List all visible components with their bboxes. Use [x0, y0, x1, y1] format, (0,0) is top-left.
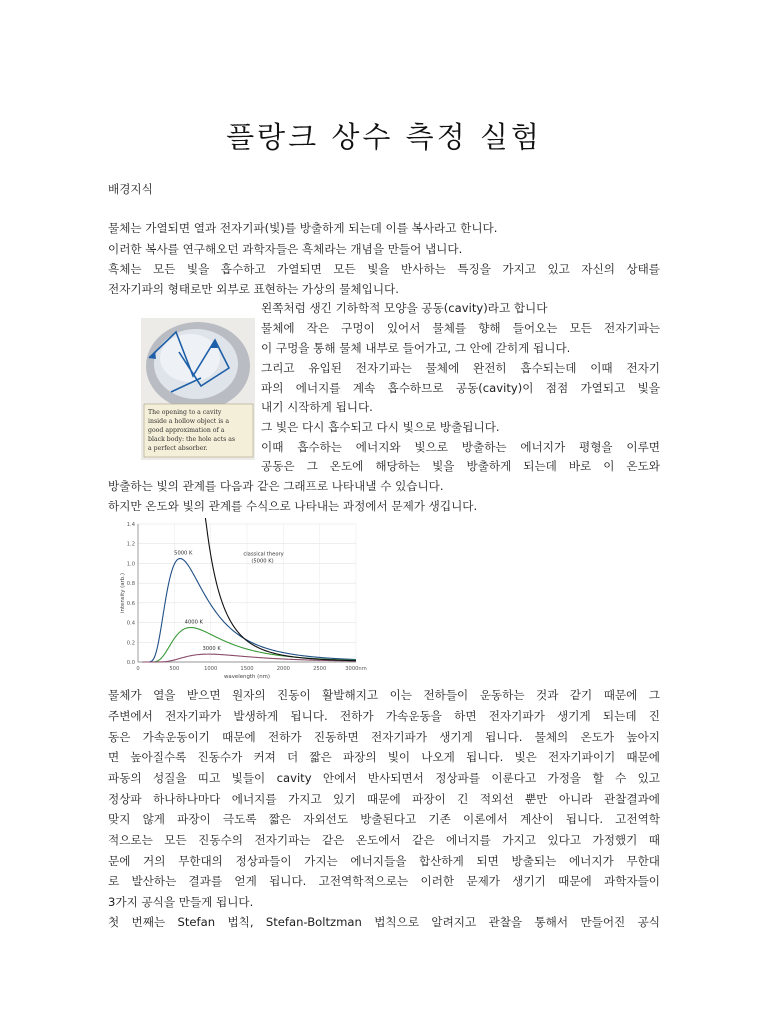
side-line: 이때 흡수하는 에너지와 빛으로 방출하는 에너지가 평형을 이루면 — [261, 440, 660, 454]
body-line: 면 높아질수록 진동수가 커져 더 짧은 파장의 빛이 나오게 됩니다. 빛은 전자기파이기 때문에 — [108, 750, 660, 764]
body-line: 첫 번째는 Stefan 법칙, Stefan-Boltzman 법칙으로 알려지고 관찰을 통해서 만들어진 공식 — [108, 915, 660, 929]
body-line: 문에 거의 무한대의 정상파들이 가지는 에너지들을 합산하게 되면 방출되는 에너지가 무한대 — [108, 854, 660, 868]
cavity-caption-line: good approximation of a — [148, 427, 225, 434]
cavity-caption-line: black body: the hole acts as — [148, 436, 236, 443]
x-tick-label: 2500 — [313, 666, 327, 672]
cavity-caption-line: inside a hollow object is a — [148, 418, 230, 425]
side-line: 그 빛은 다시 흡수되고 다시 빛으로 방출됩니다. — [261, 420, 500, 434]
side-line: 파의 에너지를 계속 흡수하므로 공동(cavity)이 점점 가열되고 빛을 — [261, 381, 660, 395]
body-line: 로 발산하는 결과를 얻게 됩니다. 고전역학적으로는 이러한 문제가 생기기 때문에 과학자들이 — [108, 874, 660, 888]
y-tick-label: 0.0 — [126, 660, 135, 666]
intro-line: 흑체는 모든 빛을 흡수하고 가열되면 모든 빛을 반사하는 특징을 가지고 있고 자신의 상태를 — [108, 262, 660, 276]
y-tick-label: 0.6 — [126, 600, 135, 607]
x-tick-label: 3000nm — [345, 666, 367, 672]
x-tick-label: 500 — [169, 666, 180, 672]
series-label: 5000 K — [174, 550, 193, 557]
cavity-highlight — [160, 334, 220, 382]
blackbody-chart — [118, 518, 374, 680]
y-tick-label: 0.4 — [126, 620, 135, 627]
bridge-line: 하지만 온도와 빛의 관계를 수식으로 나타내는 과정에서 문제가 생깁니다. — [108, 499, 478, 513]
series-label: 3000 K — [202, 646, 221, 653]
x-axis-label: wavelength (nm) — [224, 674, 270, 680]
classical-theory-label: (5000 K) — [251, 558, 274, 565]
body-line: 동은 가속운동이기 때문에 전하가 진동하면 전자기파가 생기게 됩니다. 물체의 온도가 높아지 — [108, 730, 660, 744]
body-line: 주변에서 전자기파가 발생하게 됩니다. 전하가 가속운동을 하면 전자기파가 생기게 되는데 진 — [108, 709, 660, 723]
body-line: 적으로는 모든 진동수의 전자기파는 같은 온도에서 같은 에너지를 가지고 있다고 가정했기 때 — [108, 833, 660, 847]
x-tick-label: 1500 — [240, 666, 254, 672]
intro-line: 전자기파의 형태로만 외부로 표현하는 가상의 물체입니다. — [108, 282, 399, 296]
classical-theory-label: classical theory — [243, 551, 284, 558]
side-line: 그리고 유입된 전자기파는 물체에 완전히 흡수되는데 이때 전자기 — [261, 361, 660, 375]
x-tick-label: 0 — [136, 666, 140, 672]
y-tick-label: 1.0 — [126, 561, 135, 568]
classical-theory-line — [205, 518, 356, 661]
y-tick-label: 0.2 — [126, 640, 135, 647]
side-line: 이 구멍을 통해 물체 내부로 들어가고, 그 안에 갇히게 됩니다. — [261, 341, 571, 355]
body-line: 맞지 않게 파장이 극도록 짧은 자외선도 방출된다고 기존 이론에서 계산이 됩니다. 고전역학 — [108, 812, 660, 826]
cavity-caption-line: The opening to a cavity — [148, 409, 222, 416]
y-tick-label: 1.4 — [126, 522, 135, 528]
series-label: 4000 K — [184, 619, 203, 626]
side-line: 내기 시작하게 됩니다. — [261, 400, 373, 414]
intro-line: 이러한 복사를 연구해오던 과학자들은 흑체라는 개념을 만들어 냅니다. — [108, 242, 463, 256]
body-line: 정상파 하나하나마다 에너지를 가지고 있기 때문에 파장이 긴 적외선 뿐만 아니라 관찰결과에 — [108, 792, 660, 806]
cavity-caption-line: a perfect absorber. — [148, 445, 208, 452]
section-heading: 배경지식 — [108, 182, 153, 196]
body-line: 파동의 성질을 띠고 빛들이 cavity 안에서 반사되면서 정상파를 이룬다고 가정을 할 수 있고 — [108, 771, 660, 785]
bridge-line: 방출하는 빛의 관계를 다음과 같은 그래프로 나타내낼 수 있습니다. — [108, 479, 444, 493]
x-tick-label: 2000 — [276, 666, 290, 672]
side-line: 물체에 작은 구멍이 있어서 물체를 향해 들어오는 모든 전자기파는 — [261, 321, 660, 335]
y-tick-label: 1.2 — [126, 541, 135, 548]
cavity-figure — [141, 318, 255, 460]
x-tick-label: 1000 — [204, 666, 218, 672]
body-line: 물체가 열을 받으면 원자의 진동이 활발해지고 이는 전하들이 운동하는 것과 같기 때문에 그 — [108, 688, 660, 702]
body-line: 3가지 공식을 만들게 됩니다. — [108, 895, 254, 909]
intro-line: 물체는 가열되면 열과 전자기파(빛)를 방출하게 되는데 이를 복사라고 한니다. — [108, 221, 498, 235]
side-line: 왼쪽처럼 생긴 기하학적 모양을 공동(cavity)라고 합니다 — [261, 301, 548, 315]
side-line: 공동은 그 온도에 해당하는 빛을 방출하게 되는데 바로 이 온도와 — [261, 459, 660, 473]
y-tick-label: 0.8 — [126, 581, 135, 588]
document-title: 플랑크 상수 측정 실험 — [226, 120, 542, 154]
y-axis-label: intensity (arb.) — [120, 573, 126, 613]
